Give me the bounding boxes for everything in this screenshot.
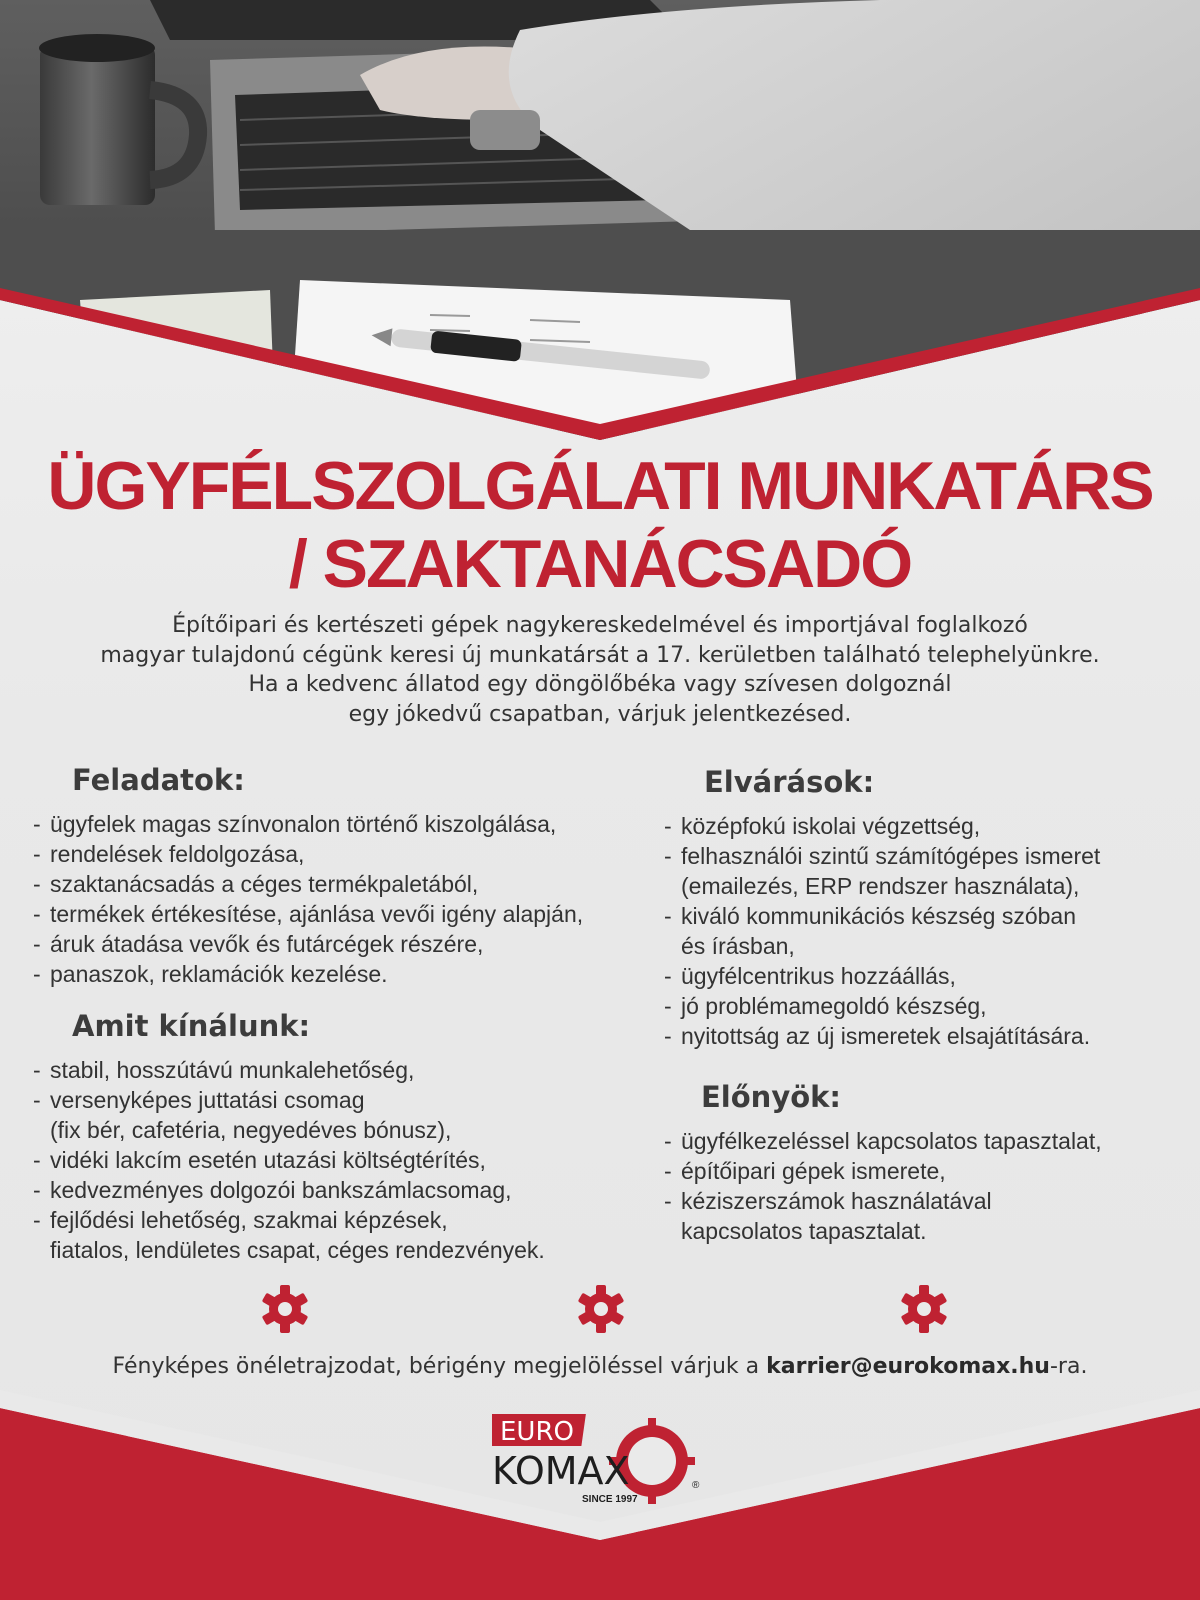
- list-item: - kiváló kommunikációs készség szóban: [664, 901, 1100, 931]
- list-item-continuation: (emailezés, ERP rendszer használata),: [681, 873, 1080, 899]
- intro-paragraph: [0, 611, 1200, 729]
- list-item: - kéziszerszámok használatával: [664, 1186, 1102, 1216]
- application-instructions: [0, 1354, 1200, 1379]
- offer-heading: Amit kínálunk:: [72, 1009, 311, 1043]
- svg-text:KOMAX: KOMAX: [492, 1449, 630, 1493]
- gear-icon: [575, 1283, 627, 1335]
- list-item: - rendelések feldolgozása,: [33, 839, 583, 869]
- tasks-list: [33, 809, 583, 989]
- intro-line: magyar tulajdonú cégünk keresi új munkatársát a 17. kerületben található telephelyünkre.: [100, 642, 1100, 668]
- list-item-continuation: és írásban,: [681, 933, 795, 959]
- tasks-heading: Feladatok:: [72, 763, 245, 797]
- list-item: - szaktanácsadás a céges termékpaletából,: [33, 869, 583, 899]
- gear-icon: [898, 1283, 950, 1335]
- list-item: - vidéki lakcím esetén utazási költségtérítés,: [33, 1145, 545, 1175]
- list-item: - versenyképes juttatási csomag: [33, 1085, 545, 1115]
- list-item: - ügyfélcentrikus hozzáállás,: [664, 961, 1100, 991]
- list-item-continuation: kapcsolatos tapasztalat.: [681, 1218, 927, 1244]
- list-item: - fejlődési lehetőség, szakmai képzések,: [33, 1205, 545, 1235]
- cta-text: Fényképes önéletrajzodat, bérigény megjelöléssel várjuk a: [112, 1354, 767, 1379]
- list-item: - áruk átadása vevők és futárcégek részére,: [33, 929, 583, 959]
- job-title-subline: / SZAKTANÁCSADÓ: [288, 526, 912, 602]
- list-item: - ügyfelek magas színvonalon történő kiszolgálása,: [33, 809, 583, 839]
- intro-line: Építőipari és kertészeti gépek nagykereskedelmével és importjával foglalkozó: [172, 613, 1028, 638]
- list-item-continuation: (fix bér, cafetéria, negyedéves bónusz),: [50, 1117, 452, 1143]
- header-photo: [0, 0, 1200, 440]
- job-title: ÜGYFÉLSZOLGÁLATI MUNKATÁRS: [47, 448, 1153, 524]
- intro-line: Ha a kedvenc állatod egy döngölőbéka vagy szívesen dolgoznál: [248, 672, 952, 697]
- list-item: - középfokú iskolai végzettség,: [664, 811, 1100, 841]
- intro-line: egy jókedvű csapatban, várjuk jelentkezésed.: [348, 701, 852, 727]
- list-item: - kedvezményes dolgozói bankszámlacsomag,: [33, 1175, 545, 1205]
- list-item: - felhasználói szintű számítógépes ismeret: [664, 841, 1100, 871]
- advantages-heading: Előnyök:: [701, 1080, 842, 1114]
- list-item: - panaszok, reklamációk kezelése.: [33, 959, 583, 989]
- eurokomax-logo: [492, 1406, 712, 1506]
- advantages-list: [664, 1126, 1102, 1246]
- list-item: - termékek értékesítése, ajánlása vevői igény alapján,: [33, 899, 583, 929]
- list-item: - jó problémamegoldó készség,: [664, 991, 1100, 1021]
- email-link[interactable]: karrier@eurokomax.hu: [766, 1354, 1050, 1379]
- list-item: - ügyfélkezeléssel kapcsolatos tapasztalat,: [664, 1126, 1102, 1156]
- svg-text:SINCE 1997: SINCE 1997: [582, 1494, 638, 1505]
- list-item-continuation: fiatalos, lendületes csapat, céges rendezvények.: [50, 1237, 545, 1263]
- requirements-list: [664, 811, 1100, 1051]
- list-item: - stabil, hosszútávú munkalehetőség,: [33, 1055, 545, 1085]
- gear-icon: [259, 1283, 311, 1335]
- list-item: - nyitottság az új ismeretek elsajátítására.: [664, 1021, 1100, 1051]
- list-item: - építőipari gépek ismerete,: [664, 1156, 1102, 1186]
- svg-text:EURO: EURO: [500, 1417, 574, 1447]
- offer-list: [33, 1055, 545, 1265]
- cta-suffix: -ra.: [1049, 1354, 1088, 1379]
- svg-text:®: ®: [692, 1480, 700, 1491]
- requirements-heading: Elvárások:: [704, 765, 875, 799]
